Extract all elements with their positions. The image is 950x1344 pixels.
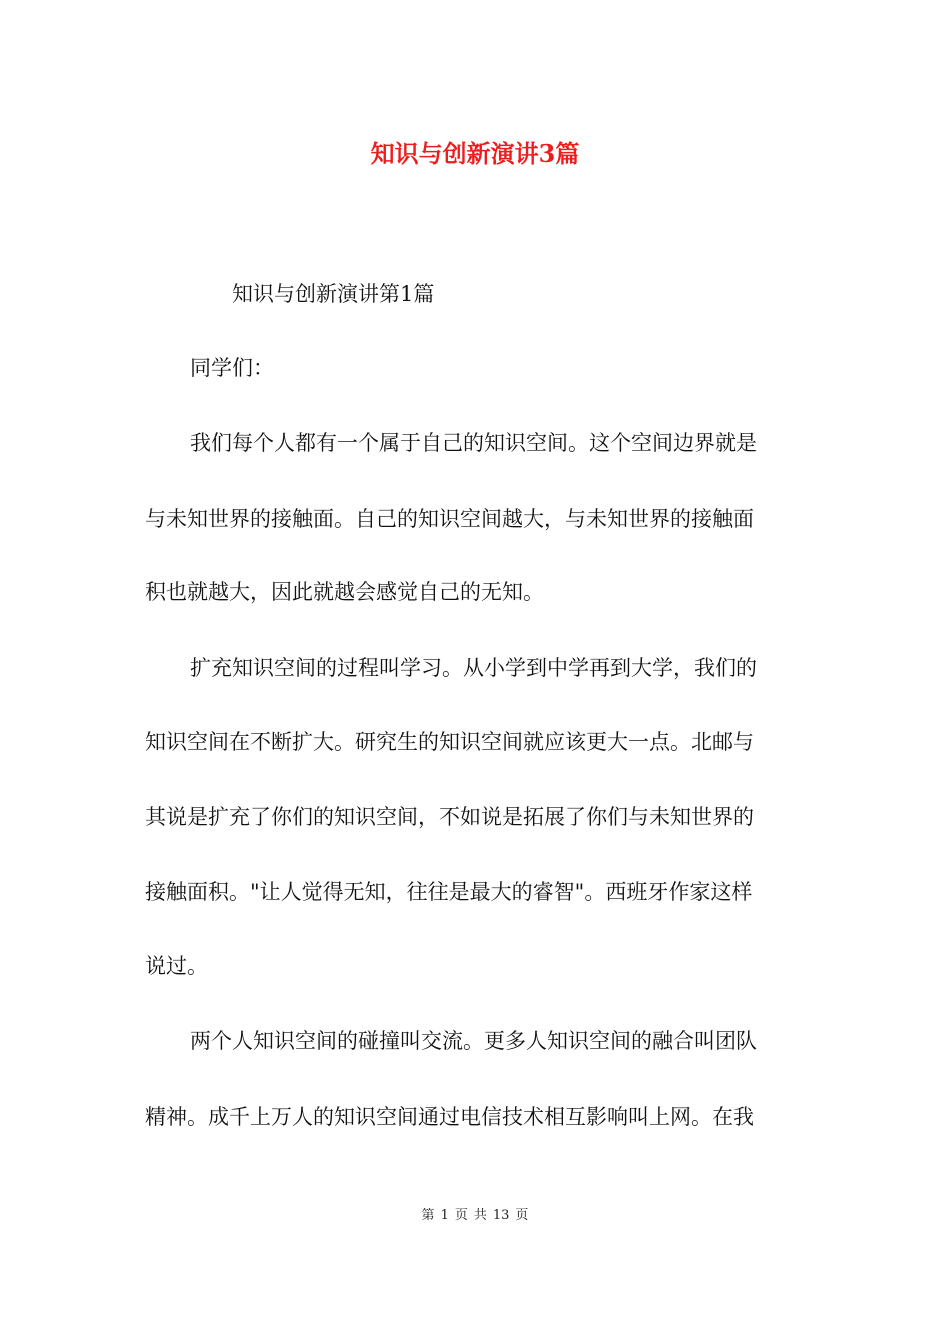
footer-total-word: 共 bbox=[473, 1208, 487, 1223]
paragraph-line: 积也就越大，因此就越会感觉自己的无知。 bbox=[145, 580, 544, 604]
footer-suffix: 页 bbox=[515, 1208, 529, 1223]
footer-page-word: 页 bbox=[454, 1208, 468, 1223]
paragraph-line: 其说是扩充了你们的知识空间，不如说是拓展了你们与未知世界的 bbox=[145, 805, 754, 829]
paragraph-line: 接触面积。"让人觉得无知，往往是最大的睿智"。西班牙作家这样 bbox=[145, 880, 753, 904]
paragraph-line: 我们每个人都有一个属于自己的知识空间。这个空间边界就是 bbox=[190, 431, 757, 455]
section-heading: 知识与创新演讲第1篇 bbox=[232, 282, 435, 306]
footer-total-pages: 13 bbox=[492, 1208, 510, 1223]
paragraph-line: 扩充知识空间的过程叫学习。从小学到中学再到大学，我们的 bbox=[190, 656, 757, 680]
paragraph-line: 说过。 bbox=[145, 954, 208, 978]
footer-current-page: 1 bbox=[440, 1208, 449, 1223]
paragraph-line: 与未知世界的接触面。自己的知识空间越大，与未知世界的接触面 bbox=[145, 507, 754, 531]
footer-prefix: 第 bbox=[421, 1208, 435, 1223]
greeting-line: 同学们： bbox=[190, 356, 274, 380]
document-title: 知识与创新演讲3篇 bbox=[370, 139, 580, 168]
paragraph-line: 知识空间在不断扩大。研究生的知识空间就应该更大一点。北邮与 bbox=[145, 730, 754, 754]
page-footer bbox=[0, 1206, 950, 1226]
paragraph-line: 两个人知识空间的碰撞叫交流。更多人知识空间的融合叫团队 bbox=[190, 1029, 757, 1053]
paragraph-line: 精神。成千上万人的知识空间通过电信技术相互影响叫上网。在我 bbox=[145, 1105, 754, 1129]
